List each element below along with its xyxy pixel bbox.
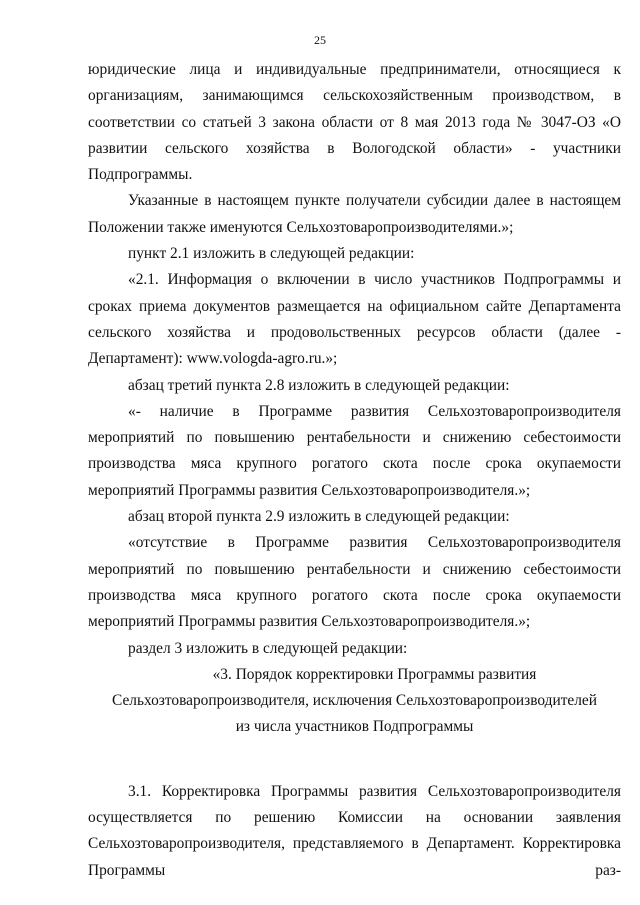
paragraph-item-2-9-intro: абзац второй пункта 2.9 изложить в следующей редакции: — [128, 508, 510, 526]
section-heading-line-2: Сельхозтоваропроизводителя, исключения Сельхозтоваропроизводителей — [111, 692, 597, 710]
section-heading-line-3: из числа участников Подпрограммы — [235, 718, 474, 736]
paragraph-3-1: 3.1. Корректировка Программы развития Сельхозтоваропроизводителя осуществляется по решению Комиссии на основании заявления Сельхозтоваропроизводителя, представляемого в Департамент. Корректировка Программы раз- — [88, 782, 621, 879]
paragraph-item-2-9-text: «отсутствие в Программе развития Сельхозтоваропроизводителя мероприятий по повышению рентабельности и снижению себестоимости производства мяса крупного рогатого скота после срока окупаемости мероприятий Программы развития Сельхозтоваропроизводителя.»; — [88, 534, 621, 631]
paragraph-section-3-intro: раздел 3 изложить в следующей редакции: — [128, 639, 408, 657]
paragraph-item-2-1-text: «2.1. Информация о включении в число участников Подпрограммы и сроках приема документов размещается на официальном сайте Департамента сельского хозяйства и продовольственных ресурсов области (далее - Департамент): www.vologda-agro.ru.»; — [88, 271, 621, 368]
paragraph-recipients: Указанные в настоящем пункте получатели субсидии далее в настоящем Положении также именуются Сельхозтоваропроизводителями.»; — [88, 192, 621, 236]
section-heading-line-1: «3. Порядок корректировки Программы развития — [212, 665, 537, 683]
document-body — [88, 57, 621, 884]
paragraph-item-2-8-intro: абзац третий пункта 2.8 изложить в следующей редакции: — [128, 376, 510, 394]
paragraph-item-2-1-intro: пункт 2.1 изложить в следующей редакции: — [128, 245, 415, 263]
section-heading — [88, 662, 621, 741]
paragraph-item-2-8-text: «- наличие в Программе развития Сельхозтоваропроизводителя мероприятий по повышению рентабельности и снижению себестоимости производства мяса крупного рогатого скота после срока окупаемости мероприятий Программы развития Сельхозтоваропроизводителя.»; — [88, 402, 621, 499]
paragraph-participants: юридические лица и индивидуальные предприниматели, относящиеся к организациям, занимающимся сельскохозяйственным производством, в соответствии со статьей 3 закона области от 8 мая 2013 года № 3047-ОЗ «О развитии сельского хозяйства в Вологодской области» - участники Подпрограммы. — [88, 61, 621, 184]
page-number: 25 — [314, 33, 326, 47]
